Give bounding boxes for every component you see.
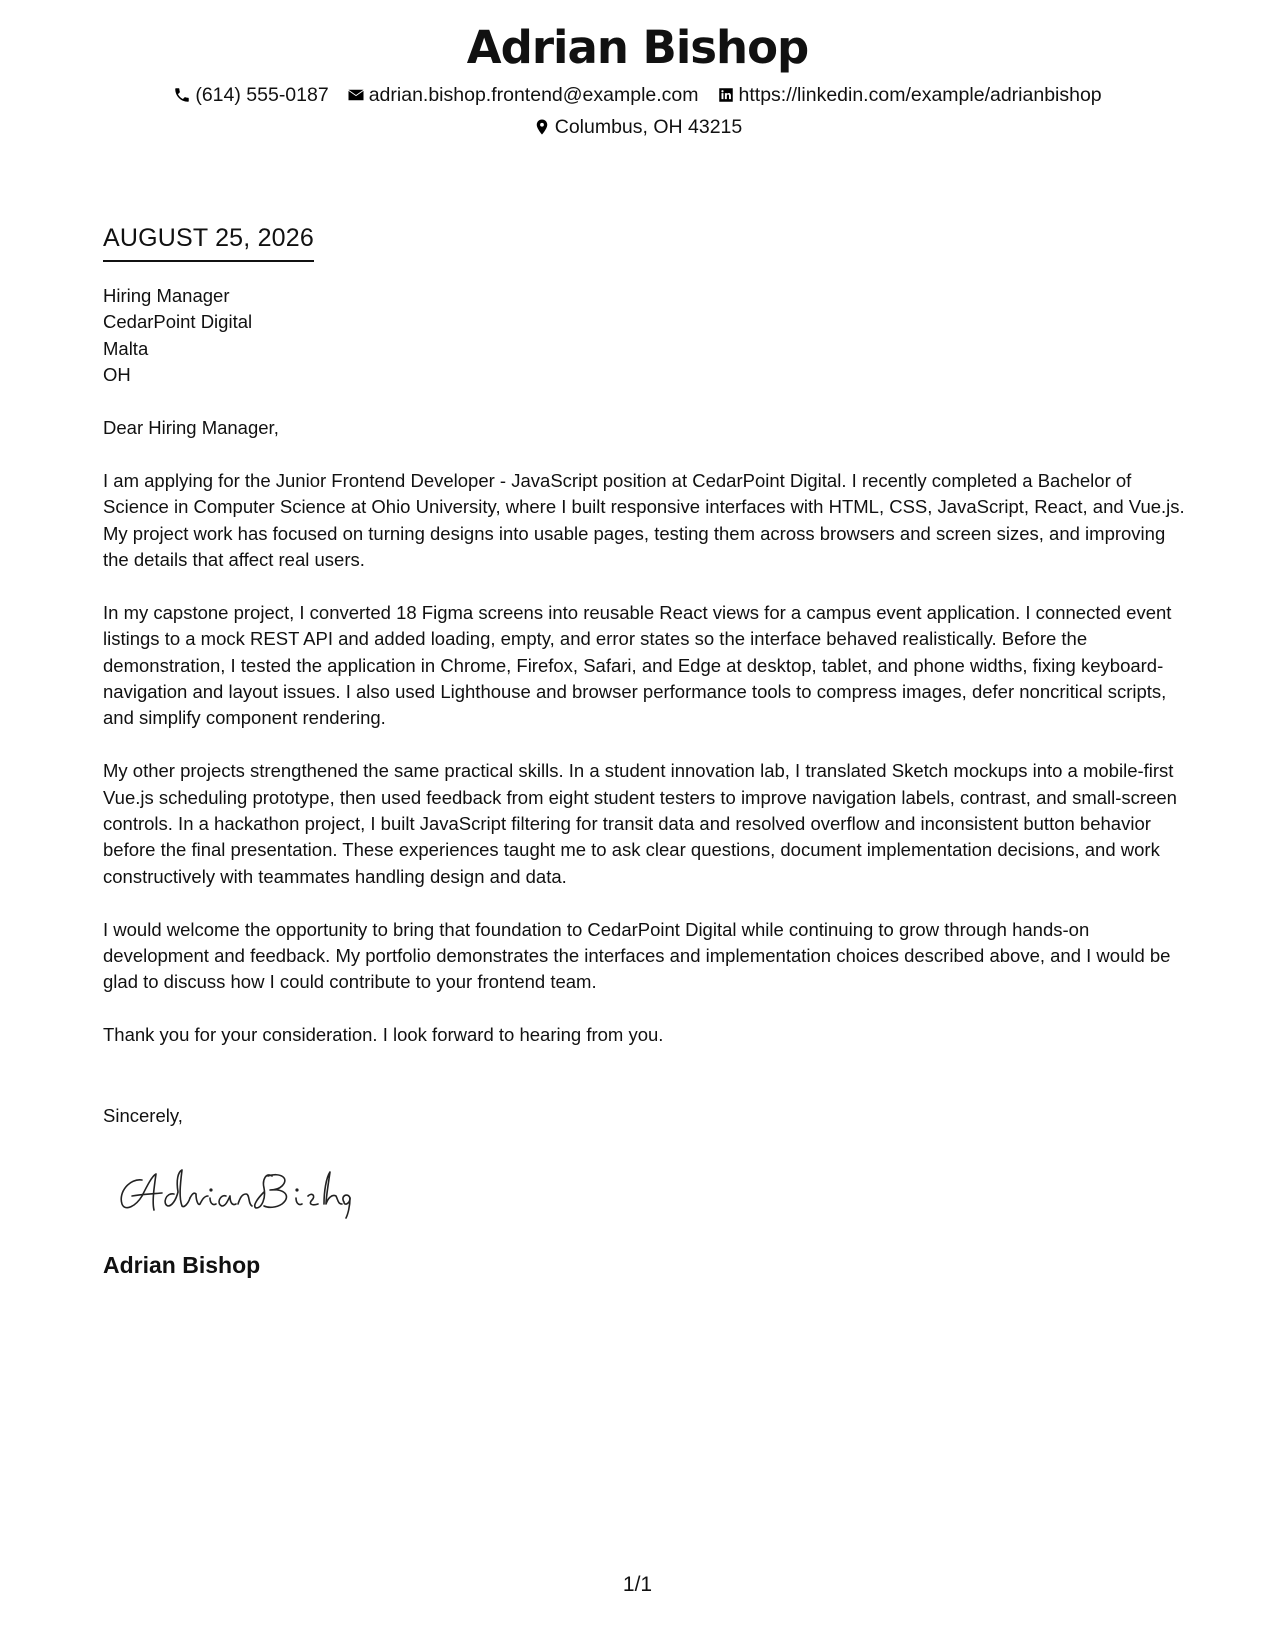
handwritten-signature [112,1158,352,1220]
body-paragraph: My other projects strengthened the same practical skills. In a student innovation lab, I translated Sketch mockups into a mobile-first Vue.js scheduling prototype, then used feedback from eight student testers to improve navigation labels, contrast, and small-screen controls. In a hackathon project, I built JavaScript filtering for transit data and resolved overflow and inconsistent button behavior before the final presentation. These experiences taught me to ask clear questions, document implementation decisions, and work constructively with teammates handling design and data. [103,760,1177,887]
recipient-line: OH [103,364,131,386]
closing: Sincerely, [103,1105,183,1126]
contact-linkedin[interactable] [717,80,1102,110]
phone-number: (614) 555-0187 [195,84,329,106]
page-number: 1/1 [622,1573,653,1596]
email-address[interactable]: adrian.bishop.frontend@example.com [368,84,699,106]
signer-name: Adrian Bishop [103,1252,261,1278]
linkedin-url[interactable]: https://linkedin.com/example/adrianbishop [738,84,1102,106]
contact-line-primary [0,80,1275,110]
applicant-name: Adrian Bishop [466,21,809,74]
recipient-address [103,283,1188,389]
map-pin-icon [533,118,551,136]
contact-phone [173,80,328,110]
salutation: Dear Hiring Manager, [103,417,279,439]
envelope-icon [347,86,365,104]
location-text: Columbus, OH 43215 [554,116,743,138]
body-paragraph: In my capstone project, I converted 18 Figma screens into reusable React views for a campus event application. I connected event listings to a mock REST API and added loading, empty, and error states so the interface behaved realistically. Before the demonstration, I tested the application in Chrome, Firefox, Safari, and Edge at desktop, tablet, and phone widths, fixing keyboard-navigation and layout issues. I also used Lighthouse and browser performance tools to compress images, defer noncritical scripts, and simplify component rendering. [103,601,1172,729]
body-paragraph: I would welcome the opportunity to bring that foundation to CedarPoint Digital while continuing to grow through hands-on development and feedback. My portfolio demonstrates the interfaces and implementation choices described above, and I would be glad to discuss how I could contribute to your frontend team. [103,918,1171,993]
letter-body [103,283,1188,1075]
contact-location [533,112,743,142]
phone-icon [173,86,191,104]
letter-date: AUGUST 25, 2026 [103,221,314,262]
body-paragraph: Thank you for your consideration. I look forward to hearing from you. [103,1024,664,1046]
recipient-line: CedarPoint Digital [103,311,253,333]
letter-date-block [103,221,314,262]
body-paragraph: I am applying for the Junior Frontend Developer - JavaScript position at CedarPoint Digital. I recently completed a Bachelor of Science in Computer Science at Ohio University, where I built responsive interfaces with HTML, CSS, JavaScript, React, and Vue.js. My project work has focused on turning designs into usable pages, testing them across browsers and screen sizes, and improving the details that affect real users. [103,469,1185,571]
recipient-line: Hiring Manager [103,285,230,306]
contact-email[interactable] [347,80,699,110]
letterhead [0,18,1275,142]
recipient-line: Malta [103,337,149,359]
linkedin-icon [717,86,735,104]
contact-line-secondary [0,112,1275,142]
